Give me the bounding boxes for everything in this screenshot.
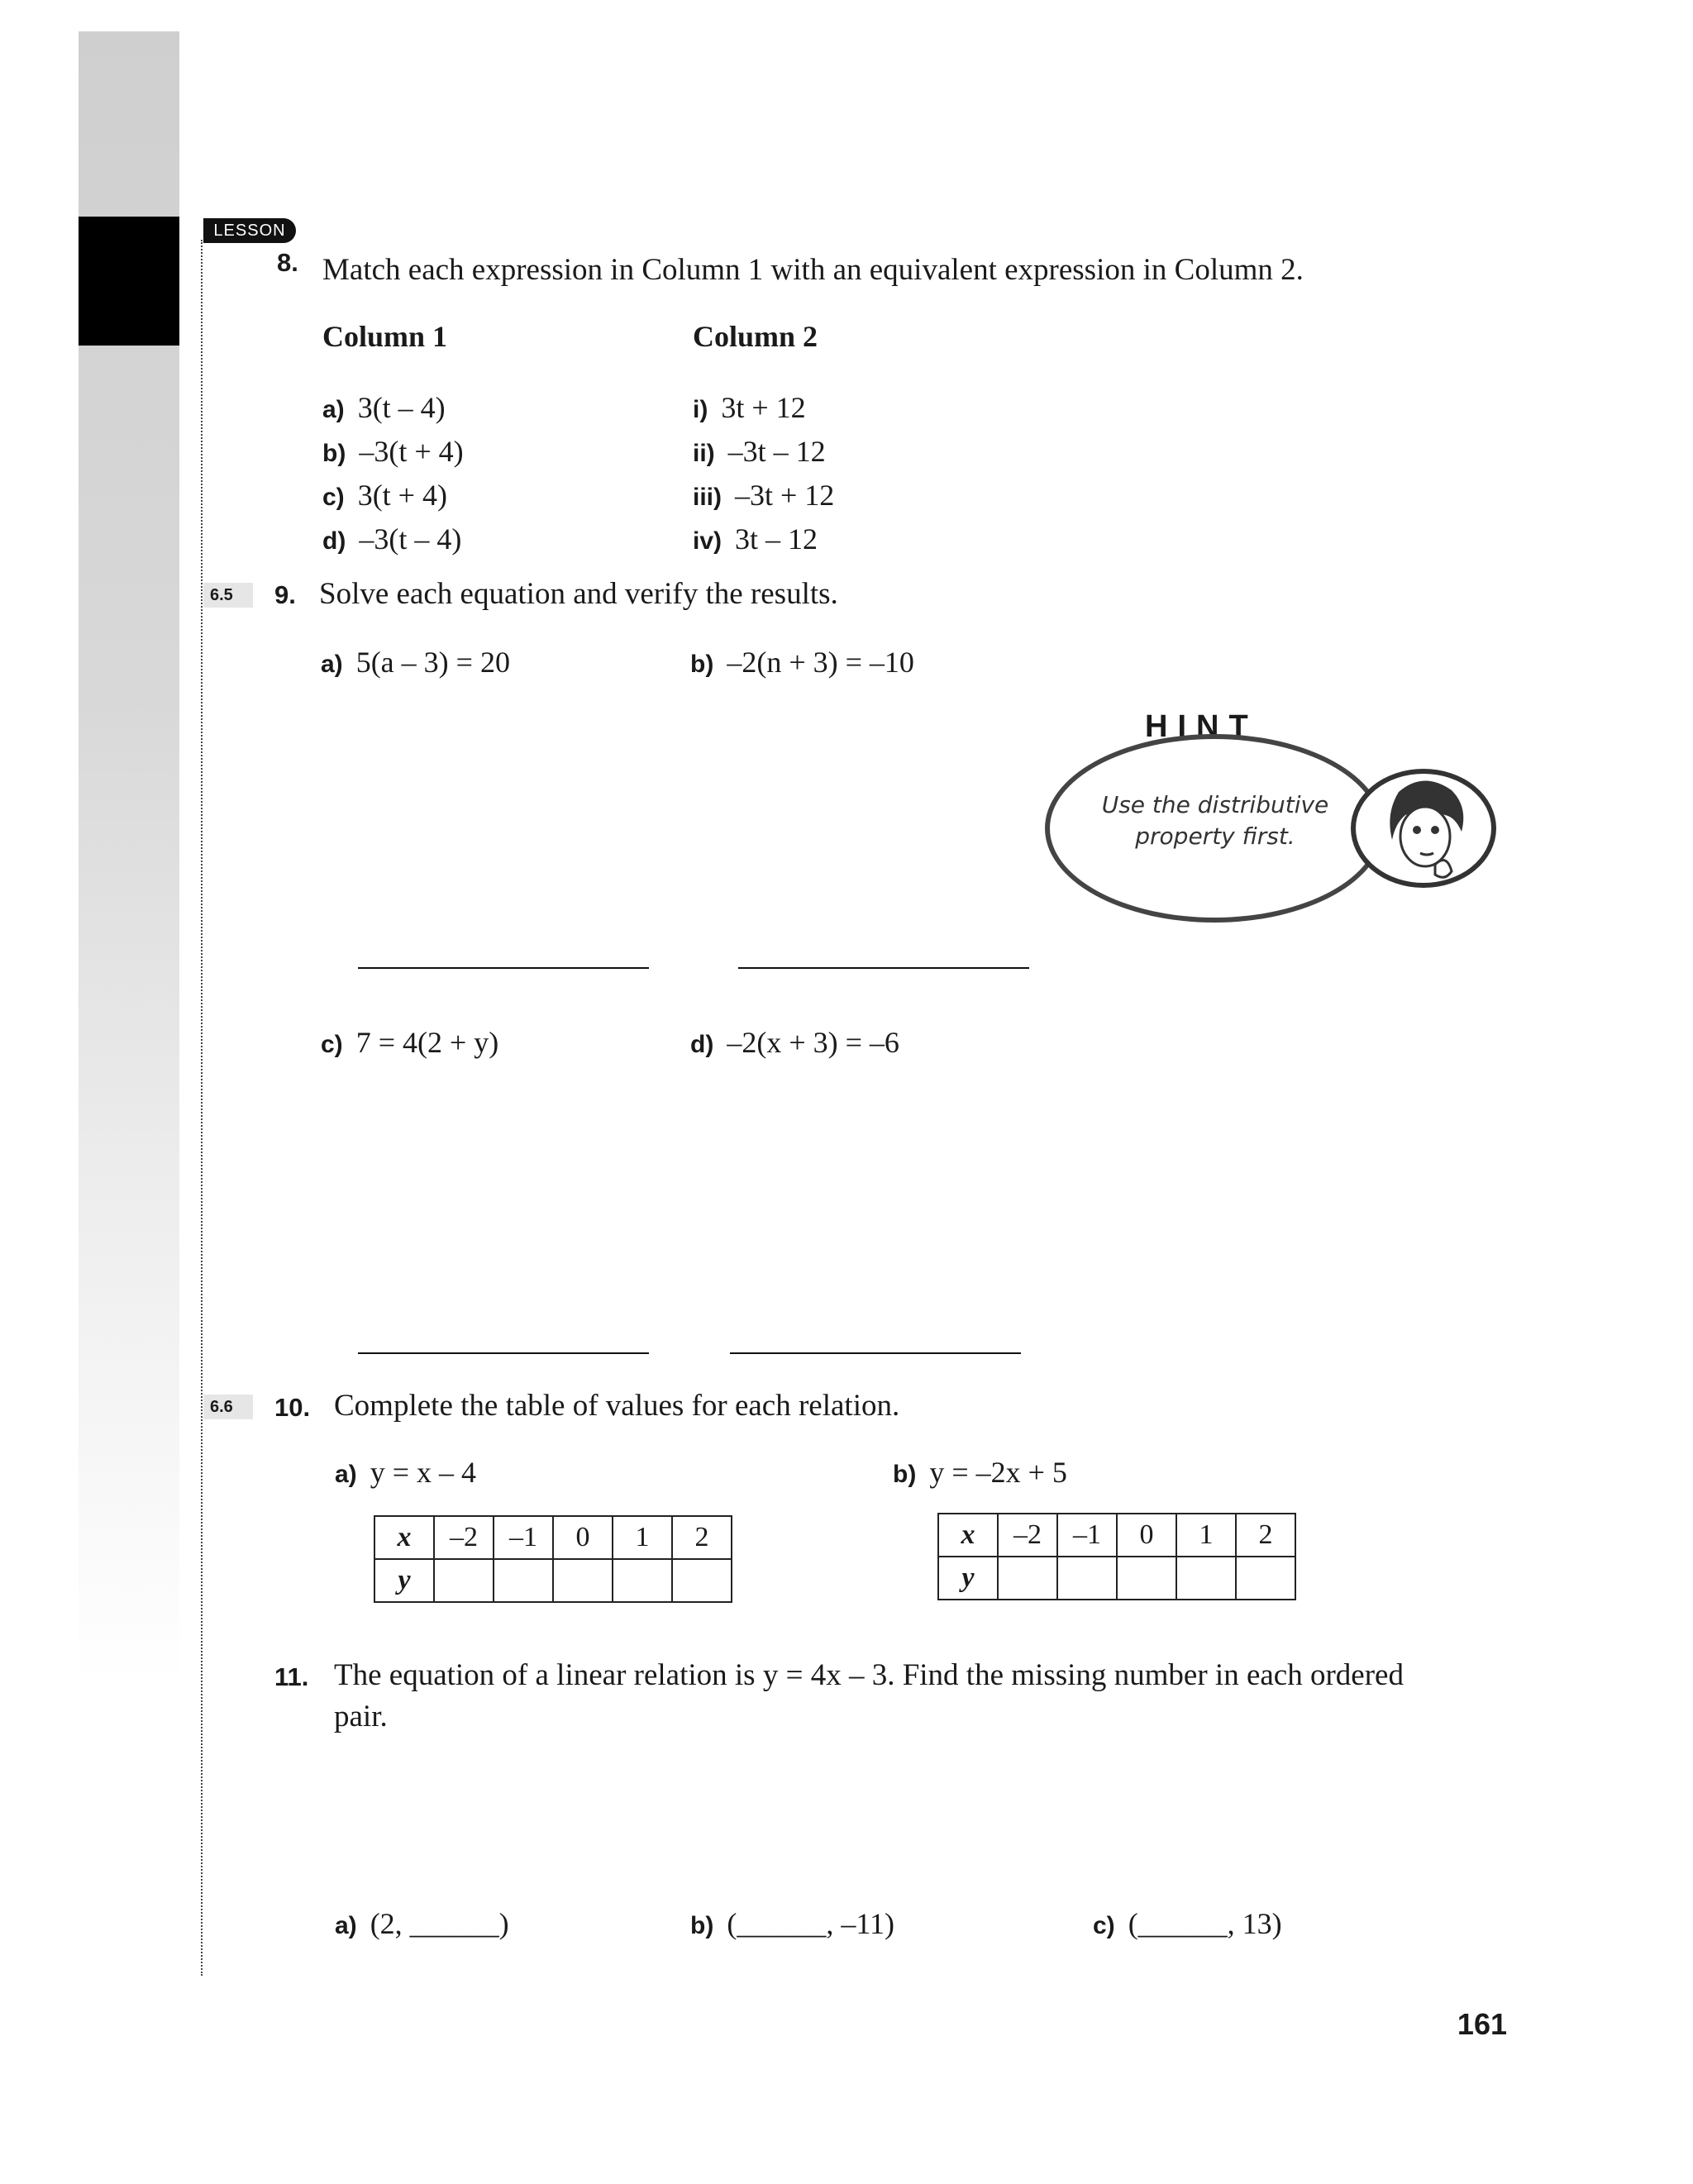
table-cell: –1 <box>494 1516 553 1559</box>
table-answer-cell[interactable] <box>1057 1557 1117 1600</box>
margin-black-tab <box>79 217 179 346</box>
question-9 <box>274 580 296 610</box>
table-row <box>374 1516 732 1559</box>
table-row <box>938 1557 1295 1600</box>
table-header-cell: x <box>938 1514 998 1557</box>
hint-title: HINT <box>1145 709 1258 744</box>
table-answer-cell[interactable] <box>434 1559 494 1602</box>
ordered-pair-b: b) (______, –11) <box>690 1907 894 1940</box>
table-answer-cell[interactable] <box>672 1559 732 1602</box>
lesson-label: LESSON <box>203 218 296 243</box>
table-cell: 2 <box>672 1516 732 1559</box>
equation-a: a) 5(a – 3) = 20 <box>321 646 510 679</box>
table-answer-cell[interactable] <box>1176 1557 1236 1600</box>
question-8 <box>277 248 298 278</box>
page-number: 161 <box>1457 2007 1507 2041</box>
table-cell: 1 <box>1176 1514 1236 1557</box>
column-2-item: i) 3t + 12 <box>693 391 806 424</box>
question-11 <box>274 1662 308 1692</box>
table-cell: 1 <box>613 1516 672 1559</box>
student-face-illustration <box>1351 769 1496 888</box>
question-number: 11. <box>274 1662 309 1691</box>
table-answer-cell[interactable] <box>494 1559 553 1602</box>
answer-line-c[interactable] <box>358 1352 649 1354</box>
column-1-item: a) 3(t – 4) <box>322 391 446 424</box>
table-answer-cell[interactable] <box>613 1559 672 1602</box>
equation-c: c) 7 = 4(2 + y) <box>321 1026 499 1059</box>
column-2-item: iii) –3t + 12 <box>693 479 835 512</box>
question-number: 9. <box>274 580 296 609</box>
column-1-item: b) –3(t + 4) <box>322 435 464 468</box>
column-1-item: c) 3(t + 4) <box>322 479 447 512</box>
relation-a: a) y = x – 4 <box>335 1456 476 1489</box>
question-11-text-line2: pair. <box>334 1700 388 1733</box>
ordered-pair-a: a) (2, ______) <box>335 1907 509 1940</box>
table-cell: –2 <box>434 1516 494 1559</box>
table-answer-cell[interactable] <box>998 1557 1057 1600</box>
question-9-text: Solve each equation and verify the results. <box>319 577 838 611</box>
thinking-face-icon <box>1356 774 1491 883</box>
equation-b: b) –2(n + 3) = –10 <box>690 646 914 679</box>
column-2-heading: Column 2 <box>693 320 818 353</box>
table-header-cell: y <box>374 1559 434 1602</box>
column-1-item: d) –3(t – 4) <box>322 522 462 556</box>
table-cell: –2 <box>998 1514 1057 1557</box>
table-cell: 2 <box>1236 1514 1295 1557</box>
table-answer-cell[interactable] <box>1117 1557 1176 1600</box>
column-2-item: iv) 3t – 12 <box>693 522 818 556</box>
table-header-cell: x <box>374 1516 434 1559</box>
answer-line-a[interactable] <box>358 967 649 969</box>
column-2-list <box>693 387 834 562</box>
answer-line-b[interactable] <box>738 967 1029 969</box>
question-11-text-line1: The equation of a linear relation is y = 4x – 3. Find the missing number in each ordered <box>334 1658 1404 1692</box>
column-1-heading: Column 1 <box>322 320 448 353</box>
lesson-reference-tag: 6.5 <box>203 583 253 608</box>
answer-line-d[interactable] <box>730 1352 1021 1354</box>
column-2-item: ii) –3t – 12 <box>693 435 826 468</box>
question-8-text: Match each expression in Column 1 with an equivalent expression in Column 2. <box>322 253 1304 287</box>
question-number: 8. <box>277 248 298 277</box>
table-row <box>938 1514 1295 1557</box>
hint-text: Use the distributive property first. <box>1101 791 1329 850</box>
equation-d: d) –2(x + 3) = –6 <box>690 1026 899 1059</box>
table-of-values-b <box>937 1513 1296 1600</box>
margin-dotted-line <box>201 240 203 1976</box>
question-10-text: Complete the table of values for each relation. <box>334 1389 900 1423</box>
table-cell: 0 <box>553 1516 613 1559</box>
table-of-values-a <box>374 1515 732 1603</box>
relation-b: b) y = –2x + 5 <box>893 1456 1067 1489</box>
table-answer-cell[interactable] <box>553 1559 613 1602</box>
table-row <box>374 1559 732 1602</box>
lesson-reference-tag: 6.6 <box>203 1395 253 1419</box>
column-1-list <box>322 387 464 562</box>
table-header-cell: y <box>938 1557 998 1600</box>
table-answer-cell[interactable] <box>1236 1557 1295 1600</box>
question-number: 10. <box>274 1393 311 1422</box>
table-cell: –1 <box>1057 1514 1117 1557</box>
ordered-pair-c: c) (______, 13) <box>1093 1907 1282 1940</box>
table-cell: 0 <box>1117 1514 1176 1557</box>
question-10 <box>274 1393 310 1423</box>
